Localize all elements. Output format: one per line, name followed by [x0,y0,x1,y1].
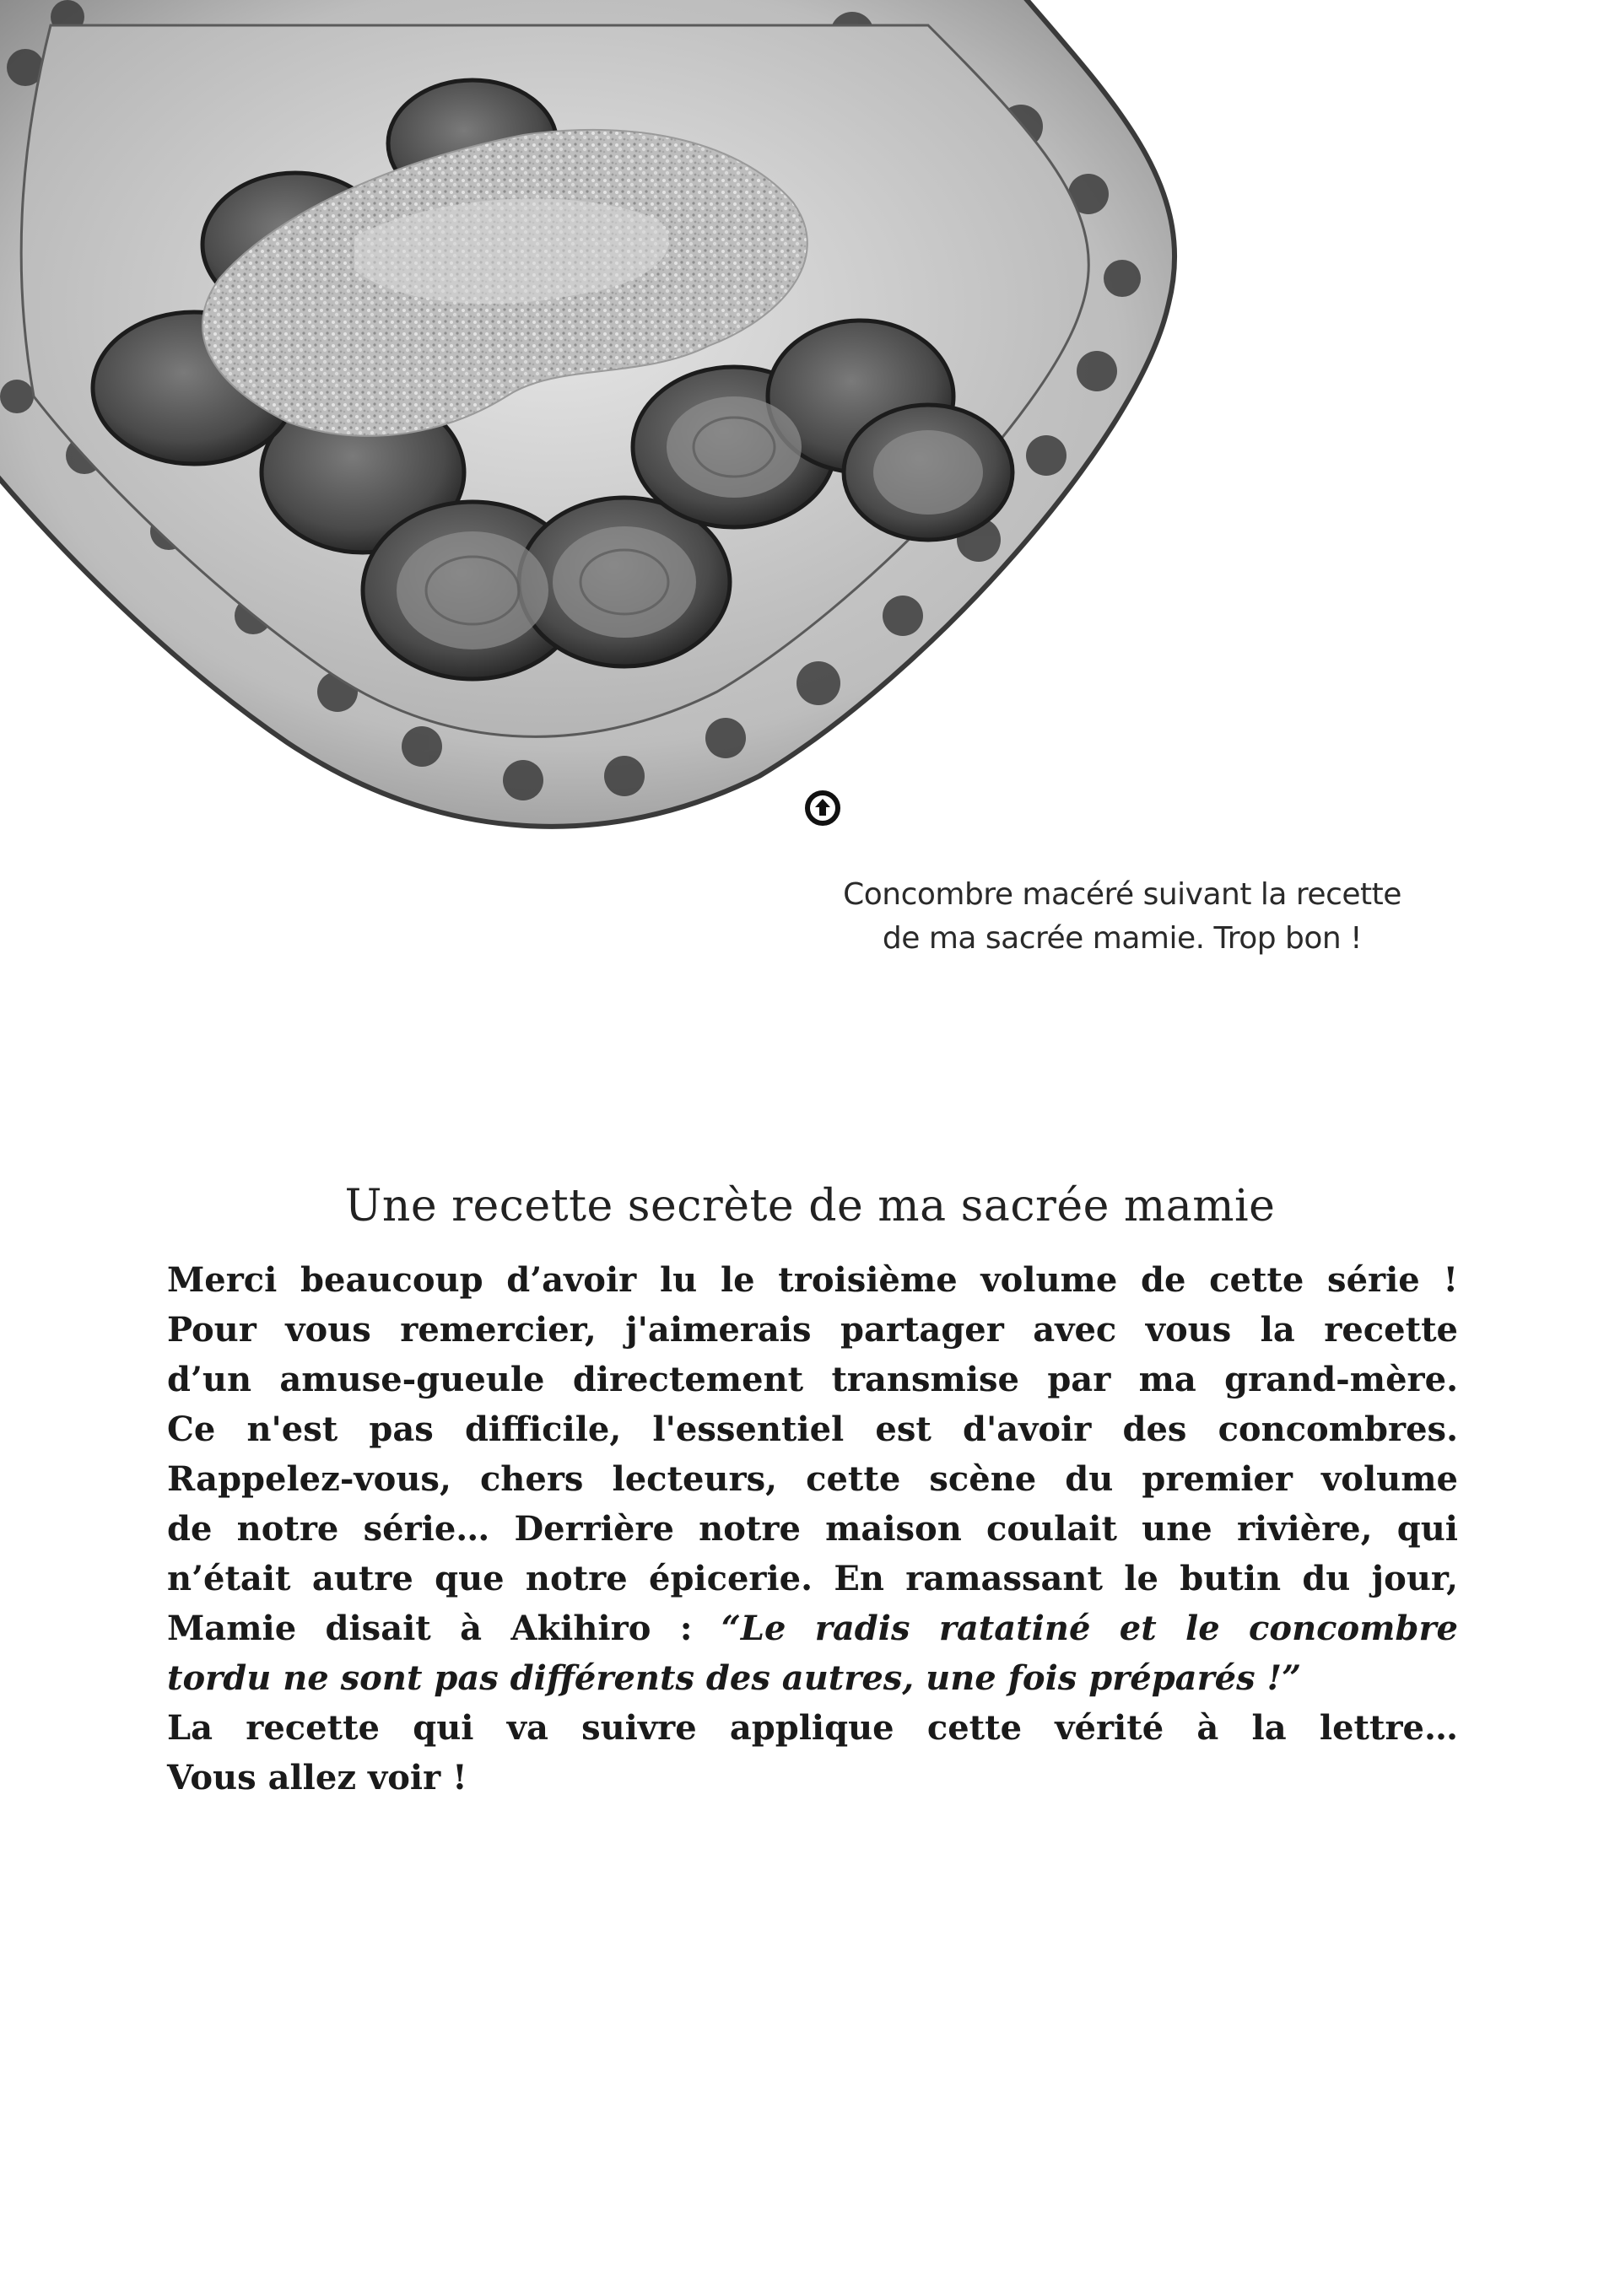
body-line: n’était autre que notre épicerie. En ramassant le butin du jour, [167,1559,1458,1598]
body-line: Pour vous remercier, j'aimerais partager avec vous la recette [167,1310,1458,1350]
body-line: de notre série… Derrière notre maison coulait une rivière, qui [167,1509,1458,1549]
photo-caption [776,873,1468,961]
body-line: Vous allez voir ! [167,1758,467,1797]
page-title: Une recette secrète de ma sacrée mamie [344,1180,1276,1232]
body-line: Ce n'est pas difficile, l'essentiel est d'avoir des concombres. [167,1409,1458,1449]
quote-line: tordu ne sont pas différents des autres, une fois préparés !” [167,1658,1302,1698]
caption-line: de ma sacrée mamie. Trop bon ! [882,921,1363,956]
body-segment: Mamie disait à Akihiro : [167,1609,721,1648]
body-paragraph [167,1255,1458,1803]
body-line: La recette qui va suivre applique cette vérité à la lettre… [167,1708,1458,1748]
caption-line: Concombre macéré suivant la recette [843,877,1401,912]
body-line: d’un amuse-gueule directement transmise par ma grand-mère. [167,1360,1458,1399]
body-line: Rappelez-vous, chers lecteurs, cette scène du premier volume [167,1459,1458,1499]
arrow-up-circle-icon [805,790,840,826]
body-line: Merci beaucoup d’avoir lu le troisième volume de cette série ! [167,1260,1458,1300]
cucumber-bowl-photo [0,0,1198,852]
quote-segment: “Le radis ratatiné et le concombre [721,1609,1459,1648]
body-line [167,1603,1458,1653]
